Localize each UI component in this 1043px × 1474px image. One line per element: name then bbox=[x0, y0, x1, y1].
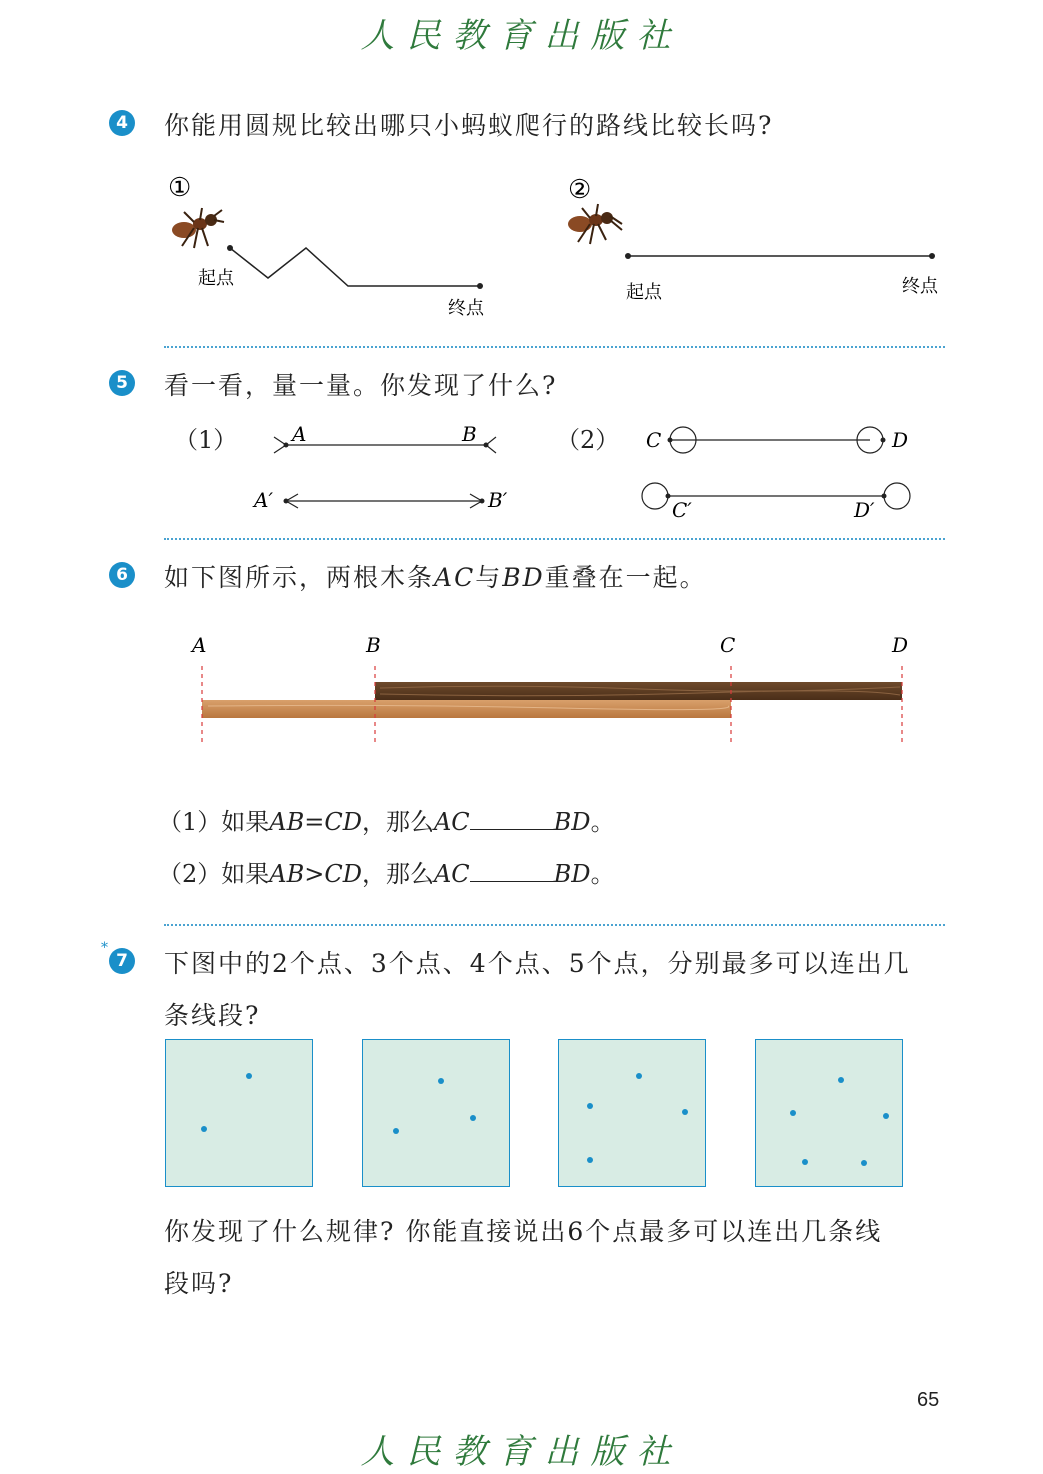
answer-blank-1[interactable] bbox=[470, 807, 554, 830]
dot bbox=[470, 1115, 476, 1121]
dots-box-2 bbox=[165, 1039, 313, 1187]
wood-point-B: B bbox=[366, 633, 381, 657]
question-5-badge: 5 bbox=[109, 370, 135, 396]
dot bbox=[790, 1110, 796, 1116]
point-B: B bbox=[462, 422, 477, 446]
fig1-start: 起点 bbox=[198, 268, 234, 289]
question-6-badge: 6 bbox=[109, 562, 135, 588]
dots-box-4 bbox=[558, 1039, 706, 1187]
fig2-start: 起点 bbox=[626, 282, 662, 303]
q5-part1-label: （1） bbox=[174, 426, 238, 454]
answer-blank-2[interactable] bbox=[470, 859, 554, 882]
publisher-footer: 人民教育出版社 bbox=[360, 1432, 683, 1472]
divider-1 bbox=[164, 346, 945, 348]
dot bbox=[393, 1128, 399, 1134]
fig1-end: 终点 bbox=[448, 298, 484, 319]
question-7-badge: 7 bbox=[109, 948, 135, 974]
fig1-label: ① bbox=[168, 173, 192, 203]
point-A: A bbox=[292, 422, 307, 446]
question-7-followup-line2: 段吗? bbox=[164, 1269, 234, 1298]
divider-2 bbox=[164, 538, 945, 540]
dot bbox=[438, 1078, 444, 1084]
dot bbox=[682, 1109, 688, 1115]
dot bbox=[587, 1103, 593, 1109]
q6-subquestion-2: （2）如果AB>CD，那么AC BD。 bbox=[158, 860, 615, 888]
q4-figure bbox=[150, 168, 970, 328]
question-6-text: 如下图所示，两根木条AC与BD重叠在一起。 bbox=[164, 563, 707, 592]
point-C: C bbox=[646, 428, 662, 452]
point-D: D bbox=[892, 428, 909, 452]
question-7-followup-line1: 你发现了什么规律? 你能直接说出6个点最多可以连出几条线 bbox=[164, 1217, 883, 1246]
dot bbox=[861, 1160, 867, 1166]
point-B-prime: B′ bbox=[488, 488, 508, 512]
point-A-prime: A′ bbox=[254, 488, 273, 512]
question-5-text: 看一看，量一量。你发现了什么? bbox=[164, 371, 558, 400]
dot bbox=[201, 1126, 207, 1132]
question-4-text: 你能用圆规比较出哪只小蚂蚁爬行的路线比较长吗? bbox=[164, 111, 774, 140]
dot bbox=[838, 1077, 844, 1083]
dot bbox=[636, 1073, 642, 1079]
fig2-label: ② bbox=[568, 175, 592, 205]
q5-figure bbox=[240, 415, 940, 525]
page-number: 65 bbox=[917, 1389, 940, 1411]
point-D-prime: D′ bbox=[854, 498, 875, 522]
dots-box-3 bbox=[362, 1039, 510, 1187]
ant-2-icon bbox=[568, 204, 622, 244]
q6-wood-figure bbox=[180, 628, 940, 753]
dot bbox=[246, 1073, 252, 1079]
dot bbox=[802, 1159, 808, 1165]
q5-part2-label: （2） bbox=[556, 426, 620, 454]
fig2-end: 终点 bbox=[902, 276, 938, 297]
optional-star: * bbox=[101, 940, 108, 956]
q6-subquestion-1: （1）如果AB=CD，那么AC BD。 bbox=[158, 808, 615, 836]
dots-box-5 bbox=[755, 1039, 903, 1187]
point-C-prime: C′ bbox=[672, 498, 692, 522]
dot bbox=[883, 1113, 889, 1119]
stick-AC bbox=[202, 700, 731, 718]
publisher-header: 人民教育出版社 bbox=[360, 16, 683, 56]
divider-3 bbox=[164, 924, 945, 926]
dot bbox=[587, 1157, 593, 1163]
ant-1-icon bbox=[172, 208, 224, 248]
question-7-text-line1: 下图中的2个点、3个点、4个点、5个点，分别最多可以连出几 bbox=[164, 949, 911, 978]
path-1-zigzag bbox=[230, 248, 480, 286]
question-4-badge: 4 bbox=[109, 110, 135, 136]
question-7-text-line2: 条线段? bbox=[164, 1001, 261, 1030]
wood-point-D: D bbox=[892, 633, 909, 657]
wood-point-C: C bbox=[720, 633, 736, 657]
wood-point-A: A bbox=[192, 633, 207, 657]
